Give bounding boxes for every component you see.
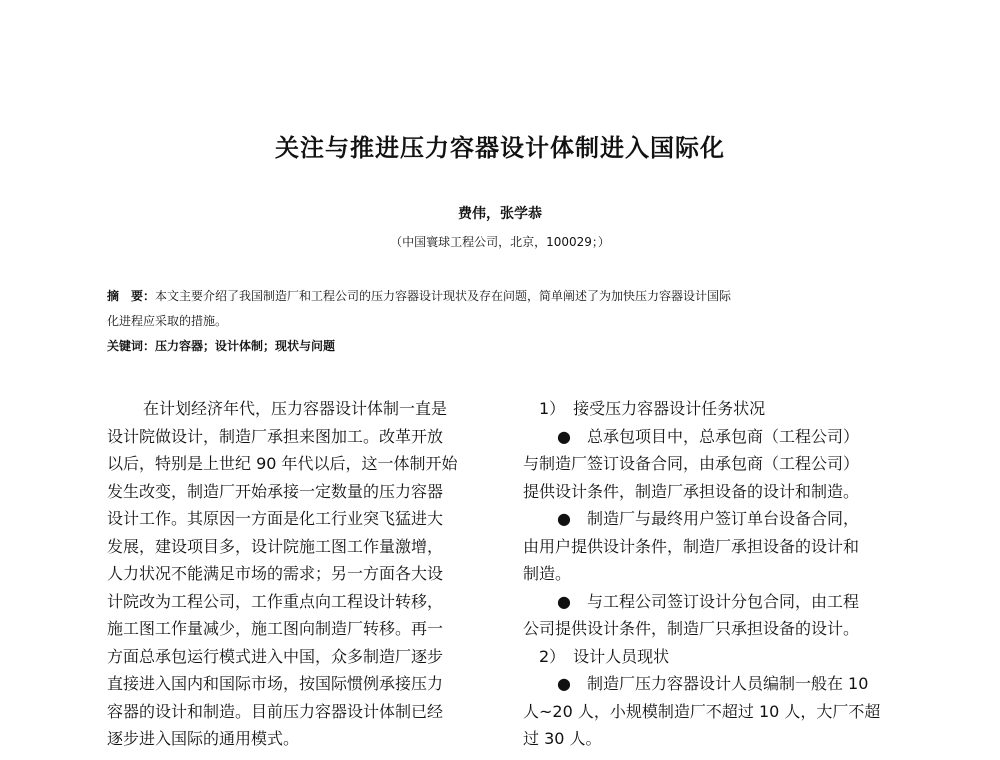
text-line: 以后，特别是上世纪 90 年代以后，这一体制开始 [107, 454, 458, 473]
bullet-line: ● 制造厂压力容器设计人员编制一般在 10 [557, 674, 869, 693]
text-line: 人力状况不能满足市场的需求；另一方面各大设 [107, 564, 444, 583]
bullet-line: ● 与工程公司签订设计分包合同，由工程 [557, 591, 859, 611]
keywords: 压力容器；设计体制；现状与问题 [155, 339, 336, 353]
text-line: 方面总承包运行模式进入中国，众多制造厂逐步 [107, 646, 444, 666]
text-line: 人~20 人，小规模制造厂不超过 10 人，大厂不超 [523, 701, 881, 721]
text-line: 制造。 [523, 564, 572, 583]
text-line: 提供设计条件，制造厂承担设备的设计和制造。 [523, 481, 860, 501]
text-line: 设计院做设计，制造厂承担来图加工。改革开放 [107, 426, 444, 446]
abstract [107, 284, 907, 359]
text-line: 与制造厂签订设备合同，由承包商（工程公司） [523, 454, 860, 473]
left-column [107, 395, 492, 753]
bullet-line: ● 总承包项目中，总承包商（工程公司） [557, 426, 859, 446]
text-line: 容器的设计和制造。目前压力容器设计体制已经 [107, 701, 444, 721]
section-heading: 1） 接受压力容器设计任务状况 [539, 399, 766, 418]
abstract-line: 本文主要介绍了我国制造厂和工程公司的压力容器设计现状及存在问题，简单阐述了为加快压力容器设计国际 [155, 289, 732, 303]
text-line: 由用户提供设计条件，制造厂承担设备的设计和 [523, 536, 860, 556]
text-line: 过 30 人。 [523, 729, 602, 748]
text-line: 计院改为工程公司，工作重点向工程设计转移， [107, 591, 444, 611]
bullet-line: ● 制造厂与最终用户签订单台设备合同， [557, 509, 859, 528]
text-line: 在计划经济年代，压力容器设计体制一直是 [143, 399, 448, 418]
section-heading: 2） 设计人员现状 [539, 646, 670, 666]
paper-title: 关注与推进压力容器设计体制进入国际化 [275, 134, 725, 162]
authors: 费伟，张学恭 [458, 206, 542, 222]
right-column [523, 395, 908, 753]
text-line: 逐步进入国际的通用模式。 [107, 729, 300, 748]
text-line: 公司提供设计条件，制造厂只承担设备的设计。 [523, 619, 860, 638]
text-line: 发展，建设项目多，设计院施工图工作量激增， [107, 536, 444, 556]
abstract-label: 摘 要： [107, 289, 156, 303]
text-line: 发生改变，制造厂开始承接一定数量的压力容器 [107, 481, 444, 501]
text-line: 直接进入国内和国际市场，按国际惯例承接压力 [107, 674, 444, 693]
affiliation: （中国寰球工程公司，北京，100029；） [390, 235, 610, 249]
text-line: 施工图工作量减少，施工图向制造厂转移。再一 [107, 619, 444, 638]
text-line: 设计工作。其原因一方面是化工行业突飞猛进大 [107, 509, 444, 528]
keywords-label: 关键词： [107, 339, 156, 353]
abstract-line: 化进程应采取的措施。 [107, 314, 228, 328]
